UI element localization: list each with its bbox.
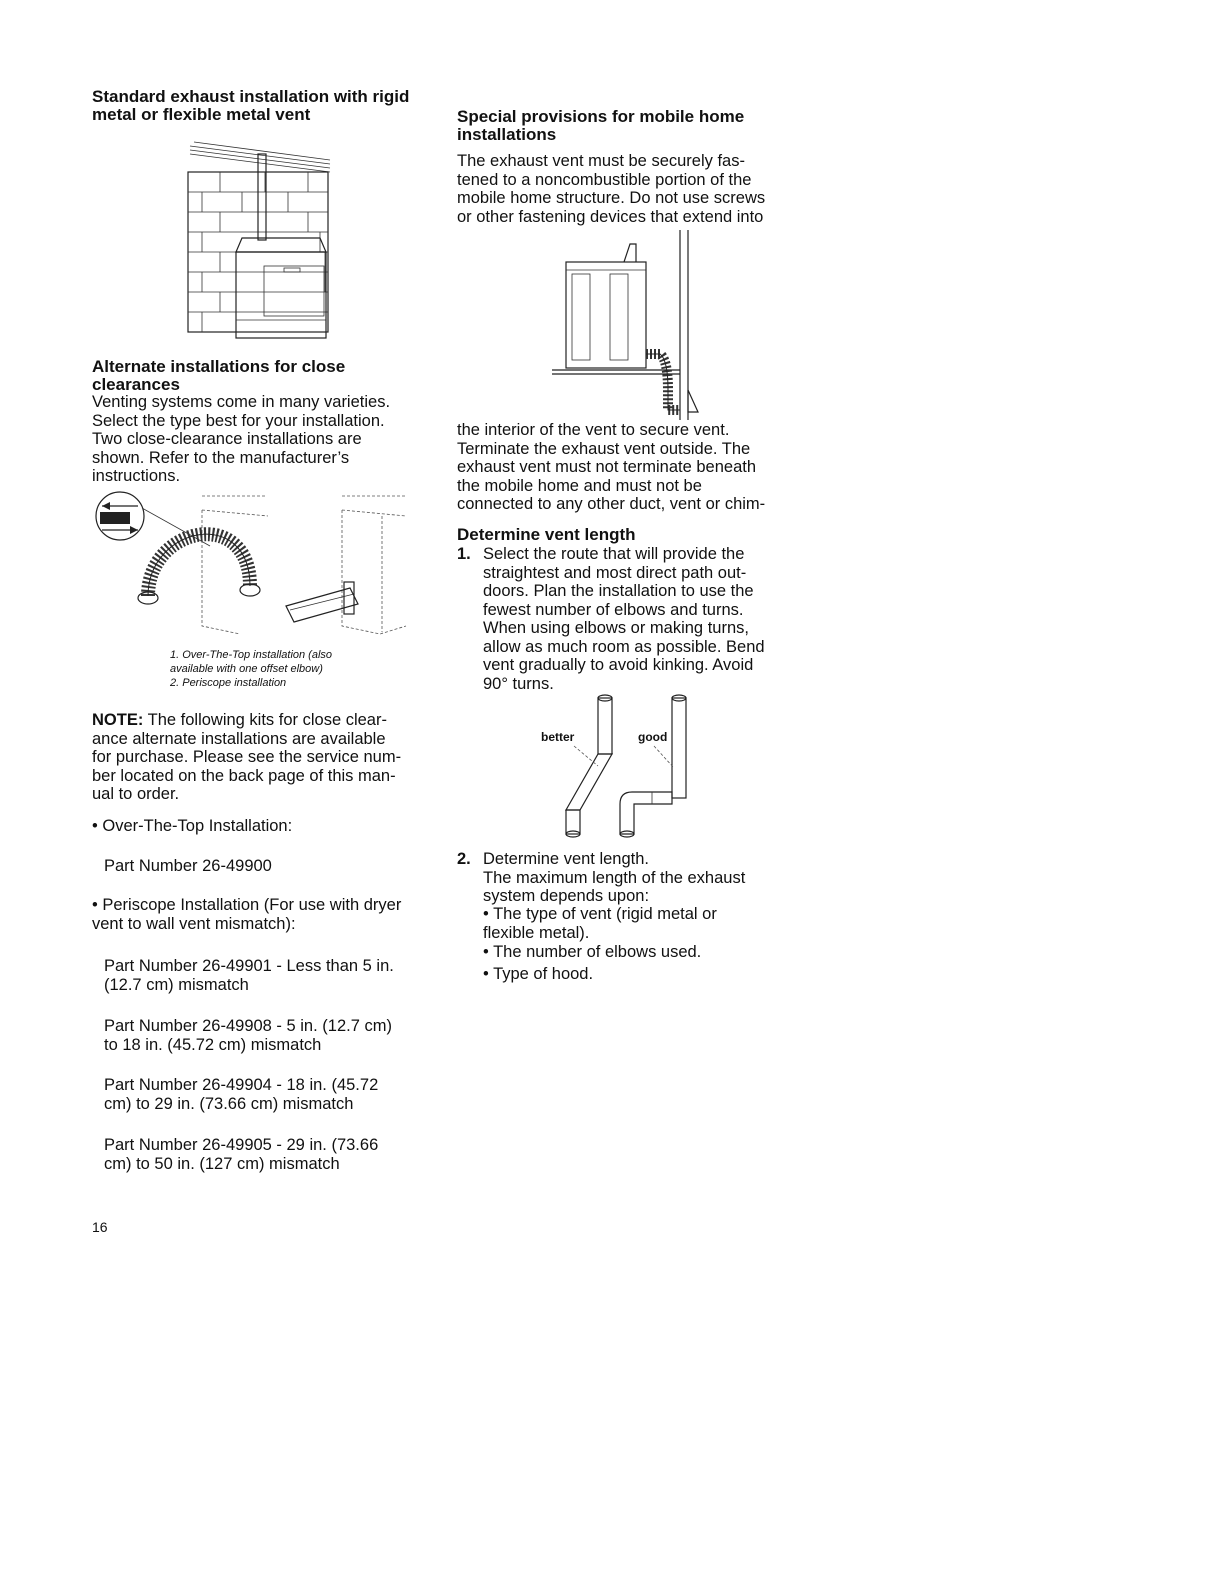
heading-alternate-installations: Alternate installations for close clearances [92, 357, 346, 394]
label-good: good [638, 730, 668, 744]
note-paragraph [92, 711, 401, 804]
part-number-26-49901: Part Number 26-49901 - Less than 5 in. (12.7 cm) mismatch [104, 957, 394, 994]
close-clearance-illustration [90, 486, 410, 646]
bullet-type-of-vent: • The type of vent (rigid metal or flexible metal). [483, 905, 717, 942]
bullet-type-of-hood: • Type of hood. [483, 965, 594, 983]
dryer-wall-illustration [180, 140, 340, 340]
part-number-26-49904: Part Number 26-49904 - 18 in. (45.72 cm) to 29 in. (73.66 cm) mismatch [104, 1076, 379, 1113]
part-number-26-49905: Part Number 26-49905 - 29 in. (73.66 cm) to 50 in. (127 cm) mismatch [104, 1136, 379, 1173]
caption-over-the-top: 1. Over-The-Top installation (also available with one offset elbow) [170, 649, 333, 675]
step-1-number: 1. [457, 545, 471, 563]
bullet-periscope: • Periscope Installation (For use with dryer vent to wall vent mismatch): [92, 896, 402, 933]
note-text: The following kits for close clear- ance alternate installations are available for purchase. Please see the service num- ber located on the back page of this man- ual to order. [92, 711, 402, 803]
heading-standard-exhaust: Standard exhaust installation with rigid metal or flexible metal vent [92, 87, 410, 124]
label-better: better [541, 730, 575, 744]
page-number: 16 [92, 1219, 108, 1235]
note-label: NOTE: [92, 711, 144, 729]
venting-text: Venting systems come in many varieties. Select the type best for your installation. Two close-clearance installations are shown. Refer to the manufacturer’s instructions. [92, 393, 391, 485]
mobile-text-2: the interior of the vent to secure vent. Terminate the exhaust vent outside. The exhaust vent must not terminate beneath the mobile home and must not be connected to any other duct, vent or chim- [457, 421, 766, 513]
part-number-26-49900: Part Number 26-49900 [104, 857, 272, 875]
step-2-text: Determine vent length. The maximum length of the exhaust system depends upon: [483, 850, 746, 905]
vent-bend-illustration [540, 692, 700, 842]
mobile-home-illustration [548, 230, 718, 420]
mobile-text-1: The exhaust vent must be securely fas- tened to a noncombustible portion of the mobile home structure. Do not use screws or other fastening devices that extend into [457, 152, 766, 226]
bullet-number-of-elbows: • The number of elbows used. [483, 943, 702, 961]
heading-mobile-home: Special provisions for mobile home installations [457, 107, 745, 144]
bullet-over-the-top: • Over-The-Top Installation: [92, 817, 293, 835]
part-number-26-49908: Part Number 26-49908 - 5 in. (12.7 cm) to 18 in. (45.72 cm) mismatch [104, 1017, 392, 1054]
heading-determine-vent-length: Determine vent length [457, 525, 636, 544]
step-2-number: 2. [457, 850, 471, 868]
caption-periscope: 2. Periscope installation [170, 677, 287, 689]
step-1-text: Select the route that will provide the straightest and most direct path out- doors. Plan the installation to use the fewest number of elbows and turns. When using elbows or making turns, allow as much room as possible. Bend vent gradually to avoid kinking. Avoid 90° turns. [483, 545, 765, 693]
